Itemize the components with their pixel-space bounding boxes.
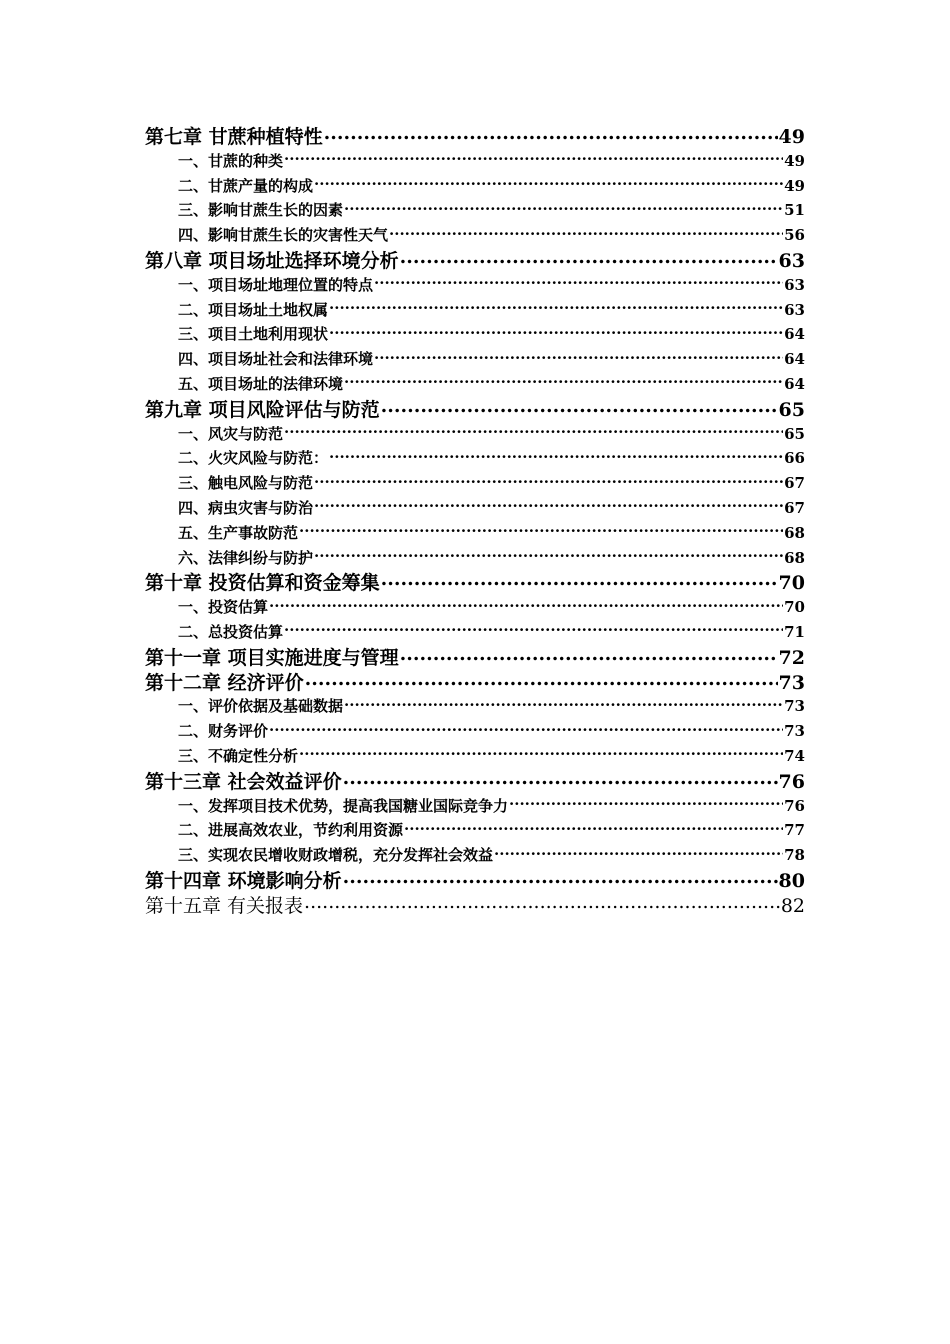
toc-entry-title: 三、实现农民增收财政增税，充分发挥社会效益 — [178, 846, 494, 865]
toc-entry-title: 三、触电风险与防范 — [178, 474, 314, 493]
toc-section[interactable] — [145, 843, 805, 868]
toc-entry-title: 一、评价依据及基础数据 — [178, 697, 344, 716]
toc-entry-title: 第七章 甘蔗种植特性 — [145, 126, 323, 148]
toc-section[interactable] — [145, 694, 805, 719]
toc-chapter-14[interactable] — [145, 868, 805, 893]
toc-section[interactable] — [145, 446, 805, 471]
toc-section[interactable] — [145, 719, 805, 744]
toc-entry-title: 六、法律纠纷与防护 — [178, 548, 314, 567]
toc-entry-title: 五、项目场址的法律环境 — [178, 374, 344, 393]
toc-entry-title: 一、项目场址地理位置的特点 — [178, 275, 374, 294]
toc-chapter-9[interactable] — [145, 397, 805, 422]
toc-section[interactable] — [145, 347, 805, 372]
dot-leader — [314, 176, 783, 191]
toc-section[interactable] — [145, 372, 805, 397]
toc-section[interactable] — [145, 496, 805, 521]
toc-entry-title: 一、甘蔗的种类 — [178, 151, 284, 170]
toc-entry-title: 第十二章 经济评价 — [145, 671, 304, 694]
toc-entry-title: 一、风灾与防范 — [178, 424, 284, 443]
dot-leader — [343, 868, 778, 887]
dot-leader — [284, 424, 783, 439]
toc-section[interactable] — [145, 223, 805, 248]
toc-entry-title: 三、不确定性分析 — [178, 746, 299, 765]
toc-page-number: 68 — [784, 523, 805, 542]
dot-leader — [314, 473, 783, 488]
dot-leader — [494, 845, 783, 860]
toc-entry-title: 第十五章 有关报表 — [145, 894, 304, 917]
toc-entry-title: 一、投资估算 — [178, 598, 269, 617]
toc-page-number: 63 — [784, 300, 805, 319]
toc-page-number: 74 — [784, 746, 805, 765]
dot-leader — [344, 374, 783, 389]
toc-section[interactable] — [145, 149, 805, 174]
toc-page-number: 63 — [778, 249, 805, 272]
table-of-contents — [145, 124, 805, 918]
dot-leader — [400, 645, 778, 664]
toc-page-number: 49 — [784, 176, 805, 195]
dot-leader — [400, 248, 778, 267]
toc-section[interactable] — [145, 794, 805, 819]
dot-leader — [374, 349, 783, 364]
toc-entry-title: 二、财务评价 — [178, 722, 269, 741]
toc-chapter-15[interactable] — [145, 893, 805, 918]
dot-leader — [381, 570, 778, 589]
dot-leader — [324, 124, 778, 143]
dot-leader — [389, 225, 783, 240]
toc-page-number: 70 — [784, 598, 805, 617]
toc-entry-title: 二、进展高效农业，节约利用资源 — [178, 821, 404, 840]
toc-page-number: 73 — [784, 722, 805, 741]
toc-page-number: 77 — [784, 821, 805, 840]
toc-entry-title: 第九章 项目风险评估与防范 — [145, 398, 380, 421]
dot-leader — [269, 721, 783, 736]
dot-leader — [344, 696, 783, 711]
toc-page-number: 56 — [784, 226, 805, 245]
toc-entry-title: 第十一章 项目实施进度与管理 — [145, 646, 399, 669]
dot-leader — [381, 397, 778, 416]
toc-entry-title: 四、项目场址社会和法律环境 — [178, 350, 374, 369]
toc-chapter-8[interactable] — [145, 248, 805, 273]
toc-entry-title: 三、影响甘蔗生长的因素 — [178, 201, 344, 220]
dot-leader — [299, 523, 783, 538]
toc-section[interactable] — [145, 744, 805, 769]
toc-section[interactable] — [145, 198, 805, 223]
toc-page-number: 82 — [780, 894, 805, 917]
toc-chapter-10[interactable] — [145, 570, 805, 595]
toc-page-number: 73 — [778, 671, 805, 694]
toc-page-number: 73 — [784, 697, 805, 716]
toc-page-number: 65 — [784, 424, 805, 443]
toc-section[interactable] — [145, 322, 805, 347]
dot-leader — [314, 498, 783, 513]
dot-leader — [404, 820, 783, 835]
toc-entry-title: 五、生产事故防范 — [178, 523, 299, 542]
toc-page-number: 65 — [778, 398, 805, 421]
toc-entry-title: 二、甘蔗产量的构成 — [178, 176, 314, 195]
toc-section[interactable] — [145, 174, 805, 199]
dot-leader — [329, 300, 783, 315]
toc-page-number: 67 — [784, 474, 805, 493]
toc-page-number: 78 — [784, 846, 805, 865]
toc-page-number: 67 — [784, 498, 805, 517]
toc-page-number: 49 — [778, 126, 805, 148]
toc-section[interactable] — [145, 818, 805, 843]
toc-entry-title: 四、病虫灾害与防治 — [178, 498, 314, 517]
dot-leader — [284, 622, 783, 637]
toc-entry-title: 二、项目场址土地权属 — [178, 300, 329, 319]
toc-page-number: 72 — [778, 646, 805, 669]
toc-page-number: 76 — [784, 796, 805, 815]
toc-entry-title: 四、影响甘蔗生长的灾害性天气 — [178, 226, 389, 245]
toc-page-number: 63 — [784, 275, 805, 294]
toc-page-number: 64 — [784, 350, 805, 369]
toc-page-number: 71 — [784, 622, 805, 641]
toc-section[interactable] — [145, 620, 805, 645]
dot-leader — [299, 746, 783, 761]
dot-leader — [374, 275, 783, 290]
dot-leader — [509, 796, 783, 811]
toc-section[interactable] — [145, 422, 805, 447]
toc-page-number: 64 — [784, 325, 805, 344]
toc-entry-title: 第十四章 环境影响分析 — [145, 869, 342, 892]
toc-page-number: 64 — [784, 374, 805, 393]
toc-section[interactable] — [145, 595, 805, 620]
toc-entry-title: 第八章 项目场址选择环境分析 — [145, 249, 399, 272]
toc-section[interactable] — [145, 546, 805, 571]
toc-chapter-13[interactable] — [145, 769, 805, 794]
toc-chapter-7[interactable] — [145, 124, 805, 149]
toc-entry-title: 一、发挥项目技术优势，提高我国糖业国际竞争力 — [178, 796, 509, 815]
dot-leader — [343, 769, 778, 788]
toc-page-number: 66 — [784, 449, 805, 468]
toc-page-number: 76 — [778, 770, 805, 793]
toc-entry-title: 二、总投资估算 — [178, 622, 284, 641]
toc-entry-title: 三、项目土地利用现状 — [178, 325, 329, 344]
dot-leader — [344, 200, 783, 215]
toc-page-number: 70 — [778, 572, 805, 595]
toc-entry-title: 二、火灾风险与防范： — [178, 449, 329, 468]
dot-leader — [329, 448, 783, 463]
toc-entry-title: 第十章 投资估算和资金筹集 — [145, 572, 380, 595]
toc-chapter-12[interactable] — [145, 670, 805, 695]
dot-leader — [284, 151, 783, 166]
toc-section[interactable] — [145, 273, 805, 298]
dot-leader — [314, 548, 783, 563]
toc-section[interactable] — [145, 471, 805, 496]
dot-leader — [304, 893, 780, 912]
toc-page-number: 49 — [784, 151, 805, 170]
dot-leader — [305, 670, 778, 689]
toc-page-number: 51 — [784, 201, 805, 220]
dot-leader — [269, 597, 783, 612]
toc-section[interactable] — [145, 521, 805, 546]
toc-page-number: 68 — [784, 548, 805, 567]
toc-entry-title: 第十三章 社会效益评价 — [145, 770, 342, 793]
toc-page-number: 80 — [778, 869, 805, 892]
toc-section[interactable] — [145, 298, 805, 323]
toc-chapter-11[interactable] — [145, 645, 805, 670]
dot-leader — [329, 324, 783, 339]
